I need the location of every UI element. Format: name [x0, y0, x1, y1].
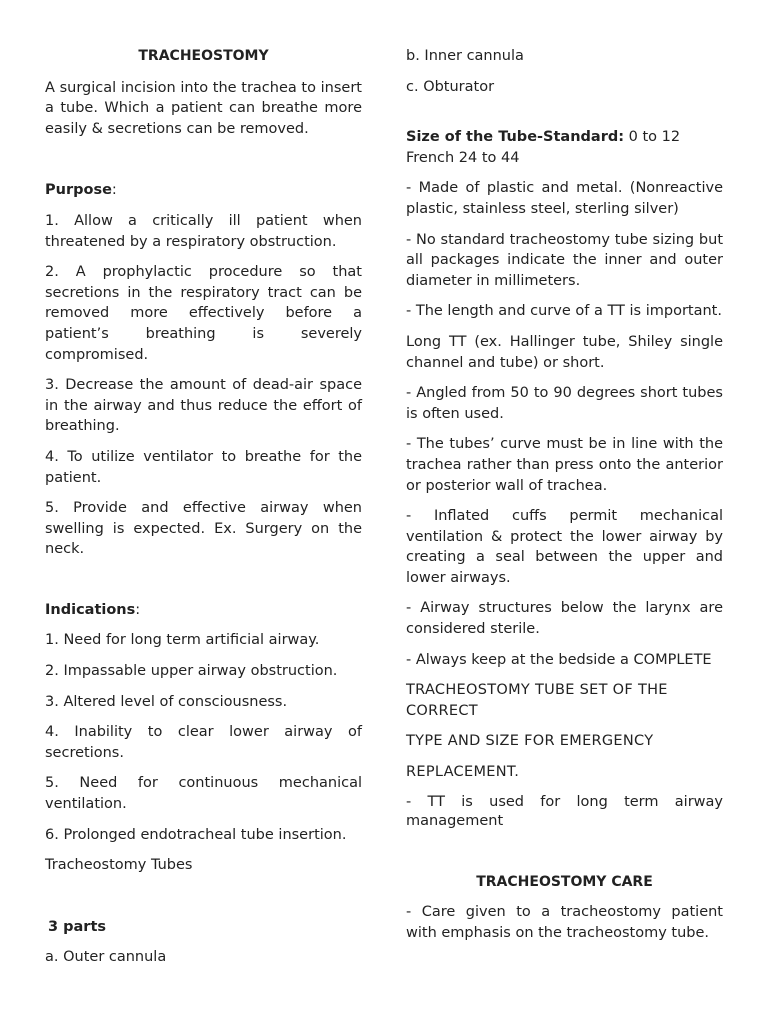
purpose-item-4: 4. To utilize ventilator to breathe for the patient.	[45, 448, 362, 486]
size-heading: Size of the Tube-Standard:	[406, 129, 625, 146]
indications-heading-line	[45, 600, 362, 621]
purpose-item-2: 2. A prophylactic procedure so that secretions in the respiratory tract can be removed more effectively before a patient’s breathing is severely compromised.	[45, 264, 362, 363]
left-column	[45, 46, 362, 968]
indications-heading: Indications	[45, 601, 136, 618]
size-value: 0 to 12 French 24 to 44	[406, 129, 681, 166]
definition-text: A surgical incision into the trachea to insert a tube. Which a patient can breathe more easily & secretions can be removed.	[45, 79, 362, 137]
info-paragraph-7: - Inflated cuffs permit mechanical ventilation & protect the lower airway by creating a seal between the upper and lower airways.	[406, 508, 723, 586]
part-b: b. Inner cannula	[406, 48, 524, 64]
caps-line-1: TRACHEOSTOMY TUBE SET OF THE CORRECT	[406, 682, 668, 719]
indication-item-2: 2. Impassable upper airway obstruction.	[45, 663, 338, 680]
right-column	[406, 46, 723, 943]
caps-line-3: REPLACEMENT.	[406, 764, 520, 781]
page-title: TRACHEOSTOMY	[138, 48, 269, 64]
info-paragraph-3: - The length and curve of a TT is important.	[406, 303, 722, 320]
indication-item-4: 4. Inability to clear lower airway of secretions.	[45, 724, 362, 761]
purpose-colon: :	[111, 182, 117, 199]
keep-line: - Always keep at the bedside a COMPLETE	[406, 651, 712, 668]
indication-item-3: 3. Altered level of consciousness.	[45, 693, 288, 710]
part-c: c. Obturator	[406, 78, 495, 95]
info-paragraph-8: - Airway structures below the larynx are considered sterile.	[406, 600, 723, 638]
purpose-item-1: 1. Allow a critically ill patient when threatened by a respiratory obstruction.	[45, 212, 362, 250]
info-paragraph-6: - The tubes’ curve must be in line with the trachea rather than press onto the anterior or posterior wall of trachea.	[406, 436, 723, 494]
tubes-label: Tracheostomy Tubes	[45, 857, 193, 874]
info-paragraph-5: - Angled from 50 to 90 degrees short tubes is often used.	[406, 385, 723, 422]
care-text: - Care given to a tracheostomy patient with emphasis on the tracheostomy tube.	[406, 904, 723, 941]
info-paragraph-2: - No standard tracheostomy tube sizing but all packages indicate the inner and outer diameter in millimeters.	[406, 231, 723, 289]
info-paragraph-1: - Made of plastic and metal. (Nonreactive plastic, stainless steel, sterling silver)	[406, 180, 723, 217]
purpose-item-3: 3. Decrease the amount of dead-air space in the airway and thus reduce the effort of breathing.	[45, 377, 362, 435]
caps-line-2: TYPE AND SIZE FOR EMERGENCY	[406, 733, 654, 750]
purpose-item-5: 5. Provide and effective airway when swelling is expected. Ex. Surgery on the neck.	[45, 500, 362, 558]
purpose-heading-line	[45, 180, 362, 201]
size-line	[406, 127, 723, 168]
parts-heading: 3 parts	[48, 918, 107, 935]
indication-item-1: 1. Need for long term artificial airway.	[45, 632, 320, 649]
info-paragraph-4: Long TT (ex. Hallinger tube, Shiley single channel and tube) or short.	[406, 333, 723, 371]
part-a: a. Outer cannula	[45, 949, 167, 966]
indication-item-5: 5. Need for continuous mechanical ventilation.	[45, 775, 362, 813]
indications-colon: :	[135, 601, 141, 618]
care-title: TRACHEOSTOMY CARE	[476, 873, 653, 890]
purpose-heading: Purpose	[45, 182, 112, 199]
indication-item-6: 6. Prolonged endotracheal tube insertion.	[45, 826, 347, 843]
tt-line: - TT is used for long term airway management	[406, 793, 723, 829]
